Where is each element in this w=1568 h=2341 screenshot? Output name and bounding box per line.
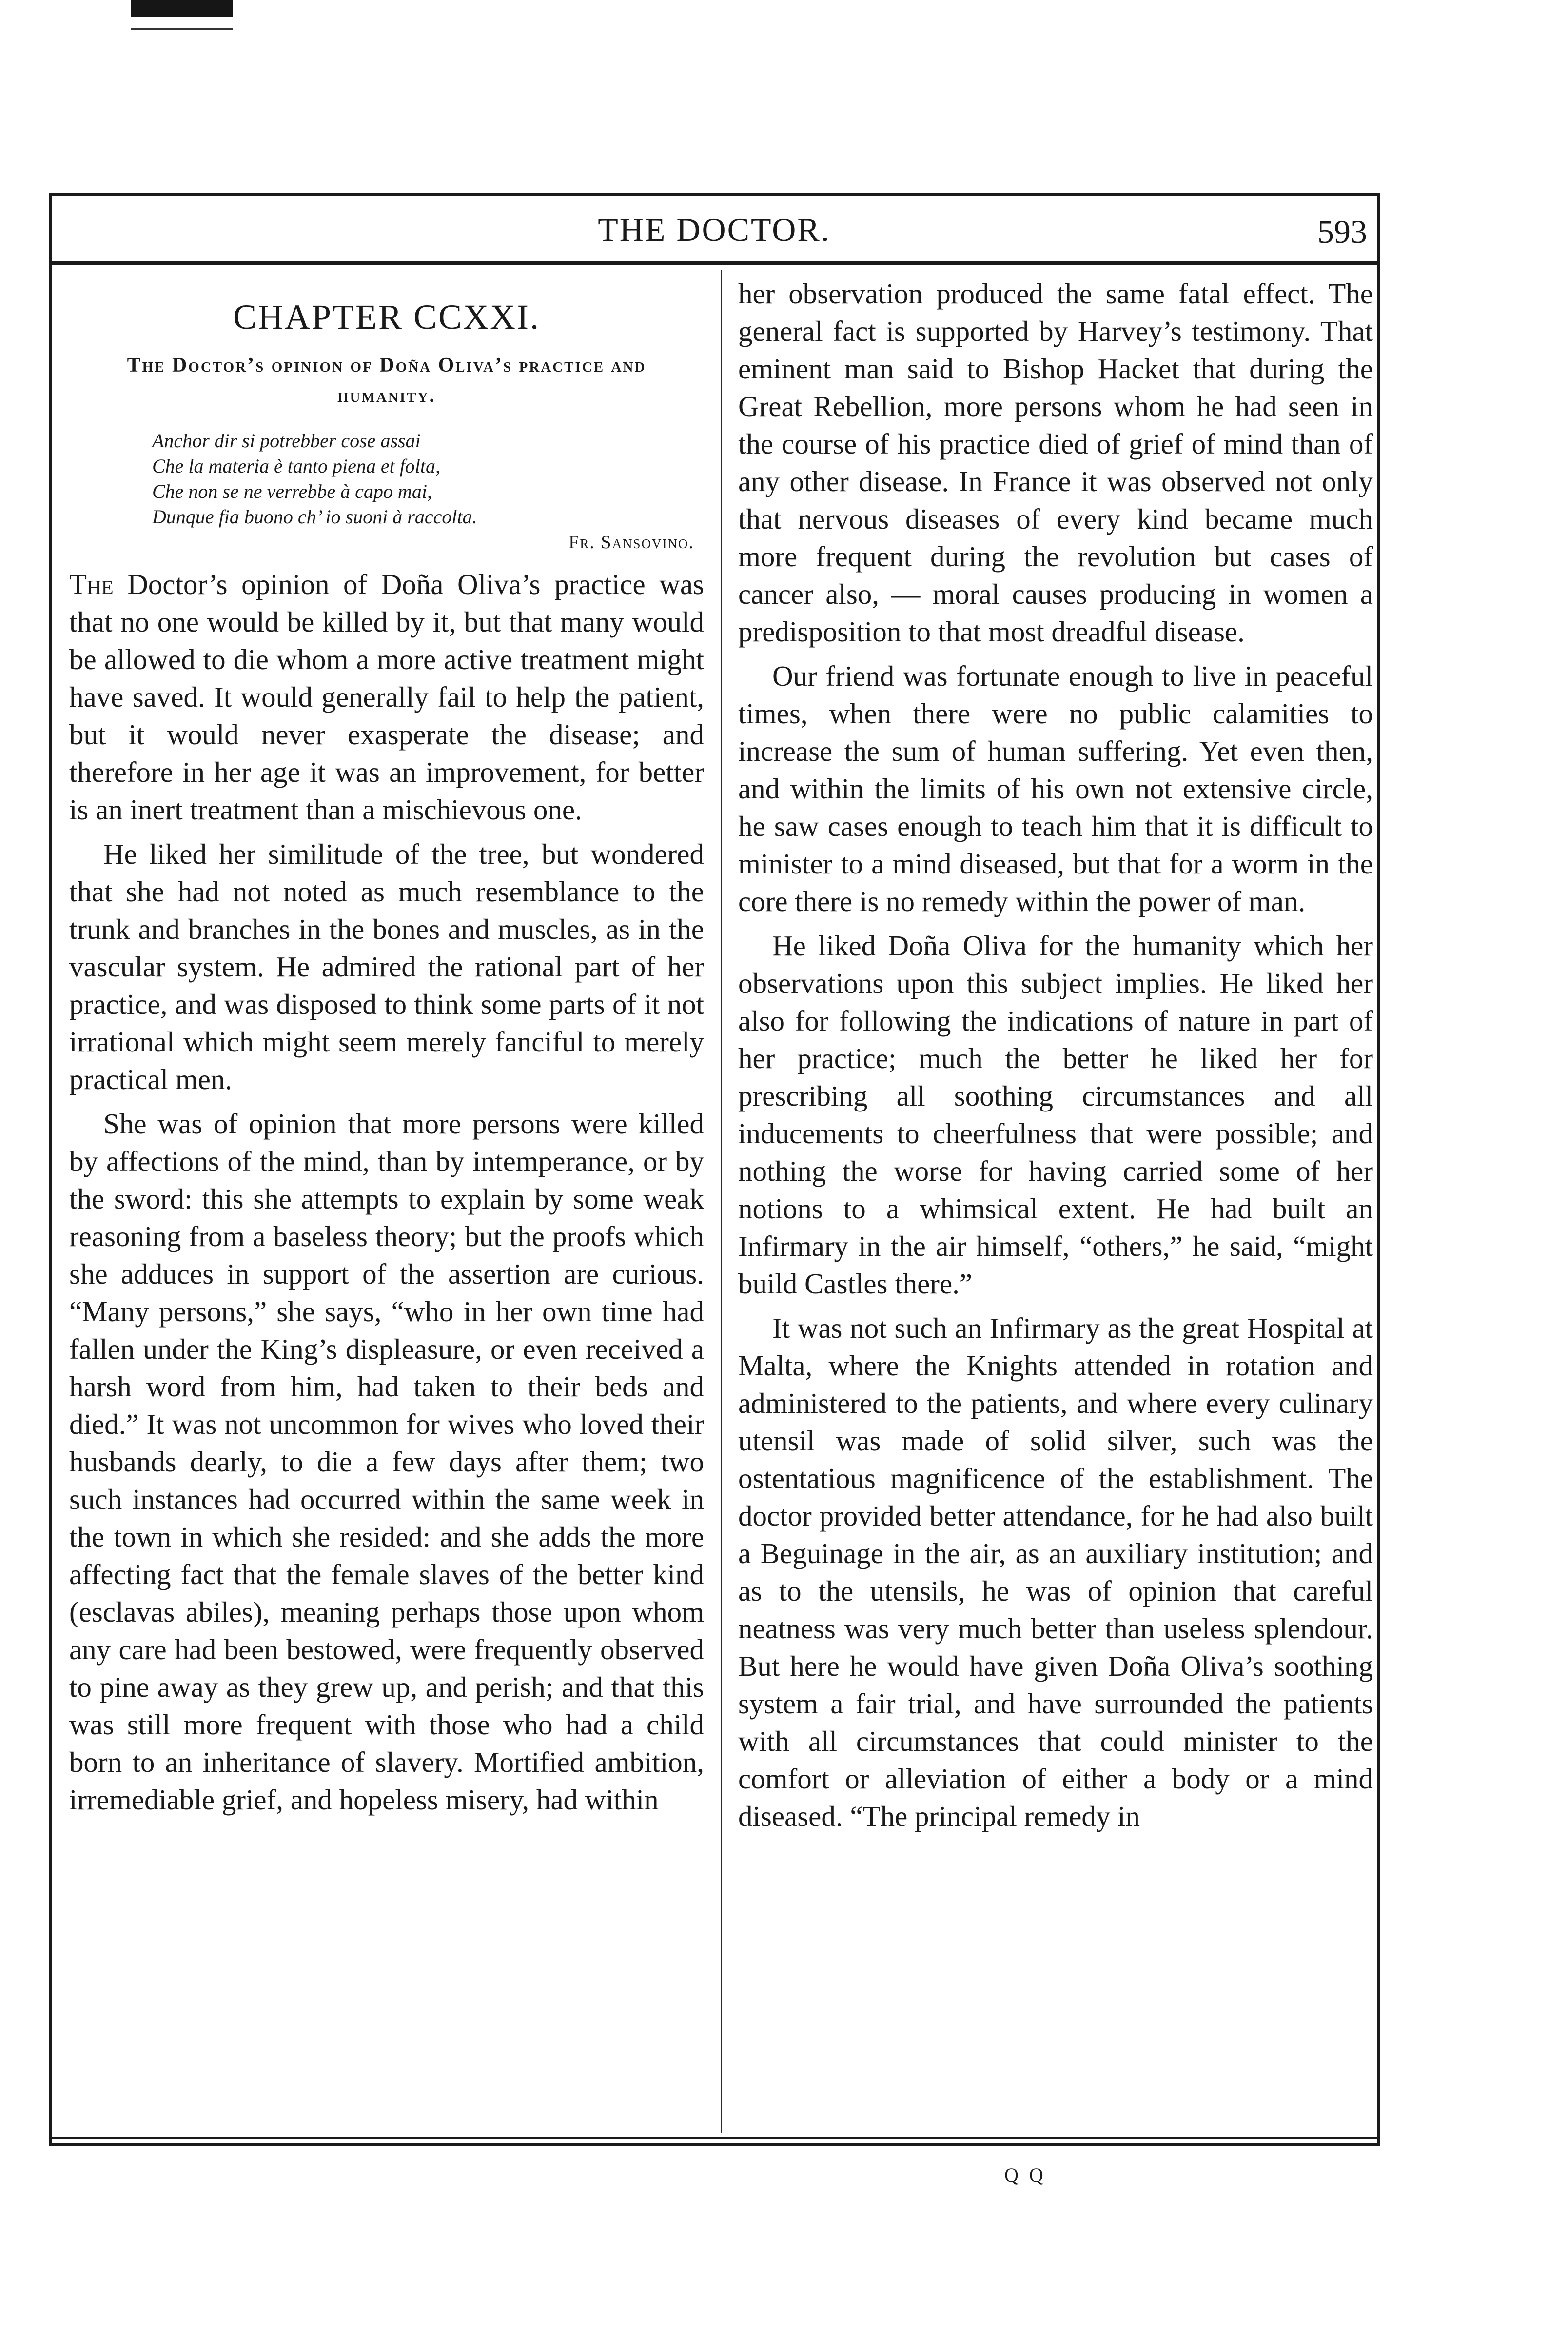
ink-rule bbox=[131, 28, 233, 30]
epigraph-line: Anchor dir si potrebber cose assai bbox=[152, 430, 421, 452]
paragraph bbox=[69, 566, 704, 829]
epigraph-line: Che non se ne verrebbe à capo mai, bbox=[152, 480, 432, 502]
paragraph: He liked Doña Oliva for the humanity which her observations upon this subject implies. He liked her also for following the indications of nature in part of her practice; much the better he liked her for prescribing all soothing circumstances and all inducements to cheerfulness that were possible; and nothing the worse for having carried some of her notions to a whimsical extent. He had built an Infirmary in the air himself, “others,” he said, “might build Castles there.” bbox=[738, 930, 1373, 1300]
ink-smudge bbox=[131, 0, 233, 17]
page-number: 593 bbox=[1317, 213, 1367, 250]
paragraph-text: Doctor’s opinion of Doña Oliva’s practice was that no one would be killed by it, but that many would be allowed to die whom a more active treatment might have saved. It would generally fail to help the patient, but it would never exasperate the disease; and therefore in her age it was an improvement, for better is an inert treatment than a mischievous one. bbox=[69, 568, 704, 826]
paragraph: her observation produced the same fatal effect. The general fact is supported by Harvey’s testimony. That eminent man said to Bishop Hacket that during the Great Rebellion, more persons whom he had seen in the course of his practice died of grief of mind than of any other disease. In France it was observed not only that nervous diseases of every kind became much more frequent during the revolution but cases of cancer also, — moral causes producing in women a predisposition to that most dreadful disease. bbox=[738, 278, 1373, 648]
paragraph: She was of opinion that more persons were killed by affections of the mind, than by intemperance, or by the sword: this she attempts to explain by some weak reasoning from a baseless theory; but the proofs which she adduces in support of the assertion are curious. “Many persons,” she says, “who in her own time had fallen under the King’s displeasure, or even received a harsh word from him, had taken to their beds and died.” It was not uncommon for wives who loved their husbands dearly, to die a few days after them; two such instances had occurred within the same week in the town in which she resided: and she adds the more affecting fact that the female slaves of the better kind (esclavas abiles), meaning perhaps those upon whom any care had been bestowed, were frequently observed to pine away as they grew up, and perish; and that this was still more frequent with those who had a child born to an inheritance of slavery. Mortified ambition, irremediable grief, and hopeless misery, had within bbox=[69, 1108, 704, 1816]
signature-mark: Q Q bbox=[1004, 2164, 1046, 2186]
lead-word: The bbox=[69, 568, 114, 600]
left-column bbox=[69, 275, 704, 1819]
bottom-rule bbox=[49, 2137, 1380, 2139]
paragraph: He liked her similitude of the tree, but wondered that she had not noted as much resemblance to the trunk and branches in the bones and muscles, as in the vascular system. He admired the rational part of her practice, and was disposed to think some parts of it not irrational which might seem merely fanciful to merely practical men. bbox=[69, 838, 704, 1095]
paragraph: Our friend was fortunate enough to live in peaceful times, when there were no public calamities to increase the sum of human suffering. Yet even then, and within the limits of his own not extensive circle, he saw cases enough to teach him that it is difficult to minister to a mind diseased, but that for a worm in the core there is no remedy within the power of man. bbox=[738, 660, 1373, 917]
column-divider bbox=[721, 270, 722, 2133]
page-header bbox=[52, 196, 1377, 264]
epigraph bbox=[152, 428, 704, 530]
header-rule bbox=[49, 261, 1380, 265]
page-frame bbox=[49, 193, 1380, 2146]
paragraph: It was not such an Infirmary as the great Hospital at Malta, where the Knights attended in rotation and administered to the patients, and where every culinary utensil was made of solid silver, such was the ostentatious magnificence of the establishment. The doctor provided better attendance, for he had also built a Beguinage in the air, as an auxiliary institution; and as to the utensils, he was of opinion that careful neatness was very much better than useless splendour. But here he would have given Doña Oliva’s soothing system a fair trial, and have surrounded the patients with all circumstances that could minister to the comfort or alleviation of either a body or a mind diseased. “The principal remedy in bbox=[738, 1312, 1373, 1832]
epigraph-line: Dunque fia buono ch’ io suoni à raccolta. bbox=[152, 506, 477, 528]
epigraph-line: Che la materia è tanto piena et folta, bbox=[152, 455, 441, 477]
right-column bbox=[738, 275, 1373, 1835]
epigraph-attribution: Fr. Sansovino. bbox=[568, 532, 694, 553]
running-title: THE DOCTOR. bbox=[598, 211, 831, 248]
chapter-title: CHAPTER CCXXI. bbox=[233, 298, 541, 337]
chapter-subtitle: The Doctor’s opinion of Doña Oliva’s practice and humanity. bbox=[127, 354, 647, 407]
